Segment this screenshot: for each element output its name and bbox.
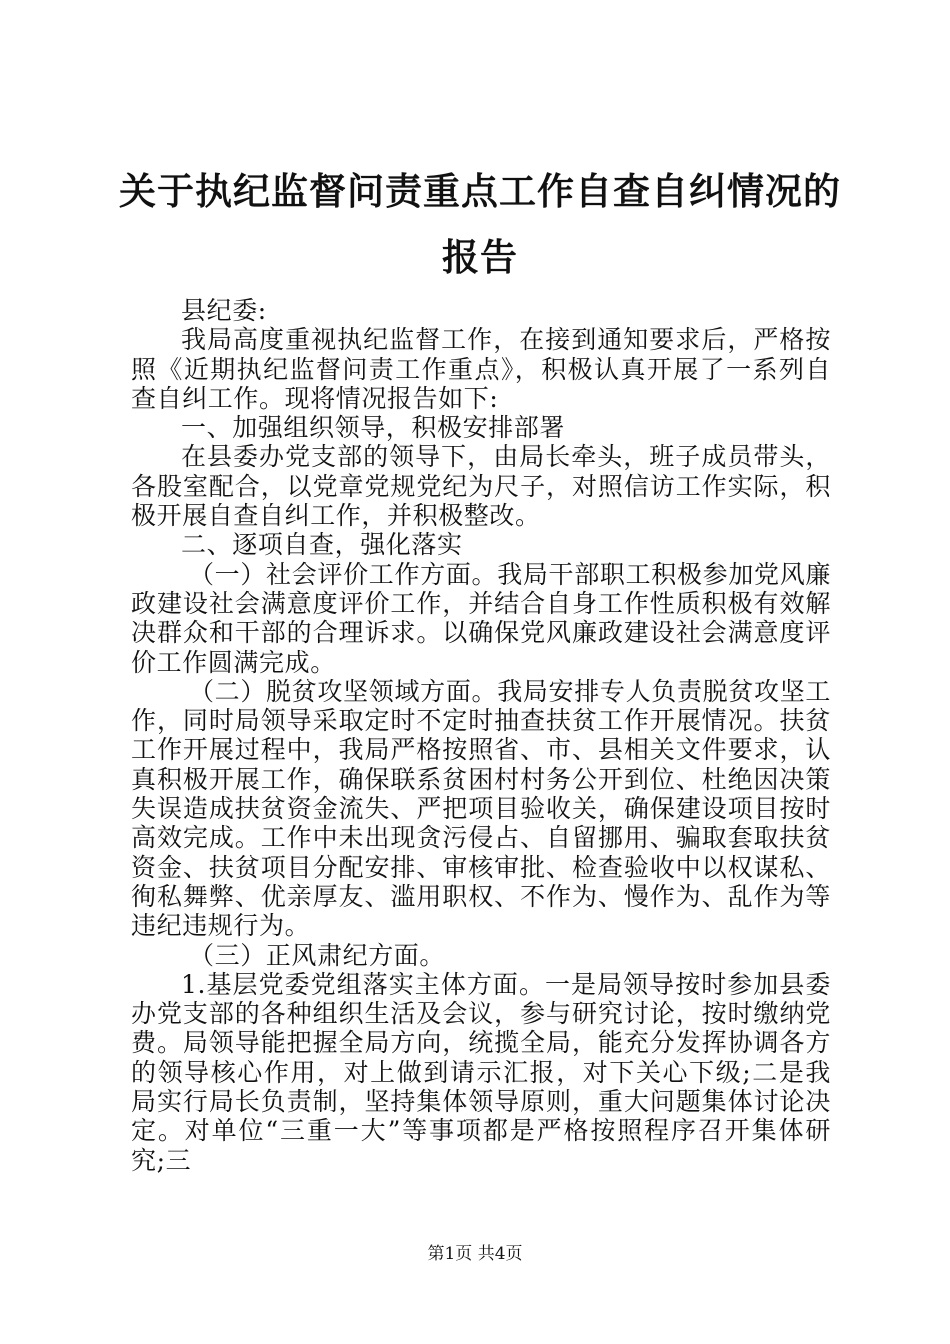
document-title: 关于执纪监督问责重点工作自查自纠情况的报告 <box>119 169 841 279</box>
subsection-heading-3: （三）正风肃纪方面。 <box>189 940 446 970</box>
paragraph-intro: 我局高度重视执纪监督工作，在接到通知要求后，严格按照《近期执纪监督问责工作重点》，积极认真开展了一系列自查自纠工作。现将情况报告如下: <box>131 325 831 413</box>
document-body <box>131 296 831 1175</box>
salutation: 县纪委: <box>181 296 267 325</box>
page-footer: 第1页 共4页 <box>427 1244 523 1264</box>
paragraph-party-responsibility: 1.基层党委党组落实主体方面。一是局领导按时参加县委办党支部的各种组织生活及会议，参与研究讨论，按时缴纳党费。局领导能把握全局方向，统揽全局，能充分发挥协调各方的领导核心作用，对上做到请示汇报，对下关心下级;二是我局实行局长负责制，坚持集体领导原则，重大问题集体讨论决定。对单位“三重一大”等事项都是严格按照程序召开集体研究;三 <box>131 969 831 1175</box>
paragraph-section-1: 在县委办党支部的领导下，由局长牵头，班子成员带头，各股室配合，以党章党规党纪为尺子，对照信访工作实际，积极开展自查自纠工作，并积极整改。 <box>131 442 831 531</box>
section-heading-1: 一、加强组织领导，积极安排部署 <box>181 413 566 443</box>
section-heading-2: 二、逐项自查，强化落实 <box>181 530 463 560</box>
paragraph-poverty-alleviation: （二）脱贫攻坚领域方面。我局安排专人负责脱贫攻坚工作，同时局领导采取定时不定时抽查扶贫工作开展情况。扶贫工作开展过程中，我局严格按照省、市、县相关文件要求，认真积极开展工作，确保联系贫困村村务公开到位、杜绝因决策失误造成扶贫资金流失、严把项目验收关，确保建设项目按时高效完成。工作中未出现贪污侵占、自留挪用、骗取套取扶贫资金、扶贫项目分配安排、审核审批、检查验收中以权谋私、徇私舞弊、优亲厚友、滥用职权、不作为、慢作为、乱作为等违纪违规行为。 <box>131 676 831 941</box>
paragraph-social-evaluation: （一）社会评价工作方面。我局干部职工积极参加党风廉政建设社会满意度评价工作，并结合自身工作性质积极有效解决群众和干部的合理诉求。以确保党风廉政建设社会满意度评价工作圆满完成。 <box>131 559 831 677</box>
